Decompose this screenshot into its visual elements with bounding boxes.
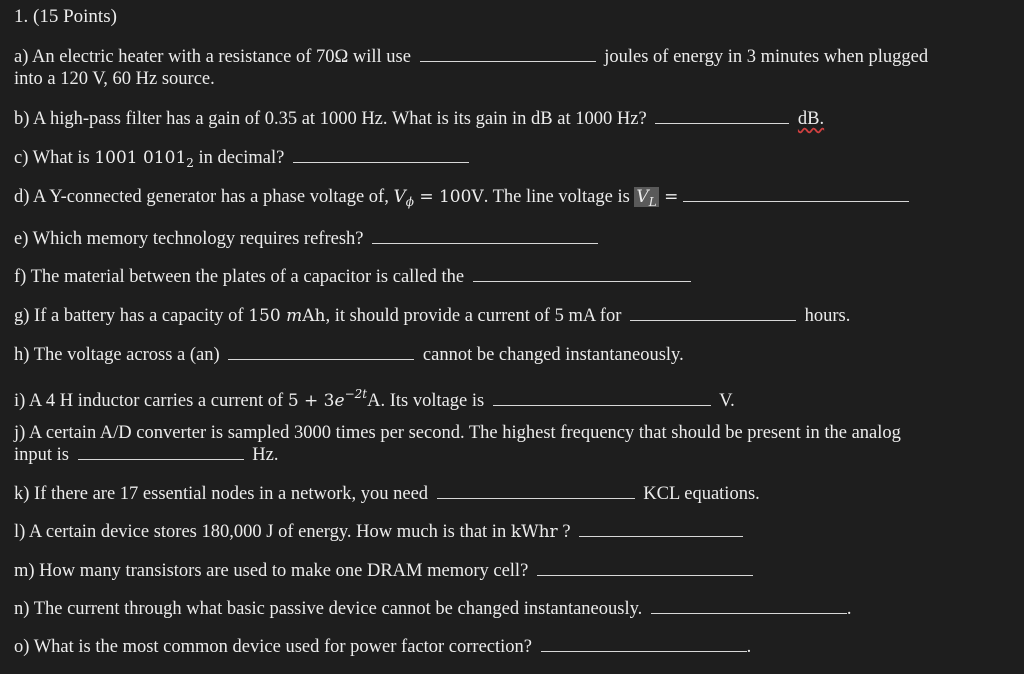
question-l-qmark: ?	[557, 522, 571, 542]
question-i-unit: V.	[719, 391, 735, 411]
answer-blank-f[interactable]	[473, 267, 691, 282]
capacity-unit: Ah	[302, 306, 326, 326]
question-a-line2: into a 120 V, 60 Hz source.	[14, 69, 215, 89]
question-g-text: g) If a battery has a capacity of	[14, 306, 249, 326]
question-l	[14, 521, 1014, 543]
current-expression: 5 + 3	[287, 391, 335, 411]
phase-voltage-value: = 100V	[413, 187, 484, 207]
question-i-text: i) A 4 H inductor carries a current of	[14, 391, 288, 411]
question-a-text: a) An electric heater with a resistance of 70Ω will use	[14, 47, 411, 67]
line-voltage-equals: =	[658, 187, 679, 207]
exponent: −2t	[344, 387, 368, 401]
line-voltage-symbol: V	[636, 187, 649, 207]
question-h-text-after: cannot be changed instantaneously.	[422, 345, 684, 365]
question-f-text: f) The material between the plates of a capacitor is called the	[14, 267, 465, 287]
question-g-mid: , it should provide a current of 5 mA for	[325, 306, 622, 326]
question-o	[14, 636, 1014, 658]
question-a-text-after: joules of energy in 3 minutes when plugged	[604, 47, 929, 67]
answer-blank-o[interactable]	[541, 637, 747, 652]
question-i-mid: A. Its voltage is	[367, 391, 485, 411]
question-i	[14, 383, 1014, 412]
question-c-text-after: in decimal?	[193, 148, 285, 168]
energy-unit: kWhr	[510, 522, 558, 542]
question-g	[14, 305, 1014, 327]
question-h	[14, 344, 1014, 366]
question-j	[14, 422, 1014, 466]
answer-blank-k[interactable]	[437, 484, 635, 499]
answer-blank-n[interactable]	[651, 599, 847, 614]
question-l-text: l) A certain device stores 180,000 J of energy. How much is that in	[14, 522, 511, 542]
answer-blank-e[interactable]	[372, 229, 598, 244]
question-n-period: .	[846, 599, 852, 619]
binary-number: 1001 0101	[94, 148, 187, 168]
question-n-text: n) The current through what basic passive device cannot be changed instantaneously.	[14, 599, 643, 619]
answer-blank-g[interactable]	[630, 306, 796, 321]
capacity-unit-prefix: m	[286, 306, 303, 326]
question-h-text: h) The voltage across a (an)	[14, 345, 220, 365]
line-subscript: L	[648, 195, 657, 209]
battery-capacity: 150	[248, 306, 287, 326]
exponential-base: e	[334, 391, 345, 411]
answer-blank-c[interactable]	[293, 148, 469, 163]
question-e	[14, 228, 1014, 250]
question-g-unit: hours.	[804, 306, 851, 326]
question-j-line1: j) A certain A/D converter is sampled 3000 times per second. The highest frequency that should be present in the analog	[14, 423, 901, 443]
question-k-text: k) If there are 17 essential nodes in a network, you need	[14, 484, 429, 504]
question-k-text-after: KCL equations.	[643, 484, 760, 504]
answer-blank-b[interactable]	[655, 109, 789, 124]
question-b-unit: dB.	[797, 109, 825, 129]
question-c-text: c) What is	[14, 148, 95, 168]
answer-blank-j[interactable]	[78, 445, 244, 460]
question-m	[14, 560, 1014, 582]
question-d	[14, 186, 1014, 213]
binary-base: 2	[186, 156, 194, 170]
question-c	[14, 147, 1014, 174]
question-title: 1. (15 Points)	[14, 6, 117, 27]
line-voltage-symbol-highlight	[634, 187, 658, 207]
answer-blank-a[interactable]	[420, 47, 596, 62]
question-o-text: o) What is the most common device used for power factor correction?	[14, 637, 532, 657]
question-b	[14, 108, 1014, 130]
question-j-unit: Hz.	[252, 445, 279, 465]
answer-blank-h[interactable]	[228, 345, 414, 360]
answer-blank-l[interactable]	[579, 522, 743, 537]
answer-blank-m[interactable]	[537, 561, 753, 576]
answer-blank-i[interactable]	[493, 391, 711, 406]
question-f	[14, 266, 1014, 288]
phase-voltage-symbol: V	[393, 187, 406, 207]
phase-subscript: ϕ	[405, 195, 414, 209]
question-o-period: .	[746, 637, 752, 657]
question-a	[14, 46, 1014, 90]
question-k	[14, 483, 1014, 505]
question-n	[14, 598, 1014, 620]
question-m-text: m) How many transistors are used to make one DRAM memory cell?	[14, 561, 529, 581]
question-j-line2: input is	[14, 445, 69, 465]
question-e-text: e) Which memory technology requires refresh?	[14, 229, 364, 249]
answer-blank-d[interactable]	[683, 187, 909, 202]
question-d-text: d) A Y-connected generator has a phase voltage of,	[14, 187, 394, 207]
question-d-mid: . The line voltage is	[483, 187, 635, 207]
question-b-text: b) A high-pass filter has a gain of 0.35 at 1000 Hz. What is its gain in dB at 1000 Hz?	[14, 109, 647, 129]
